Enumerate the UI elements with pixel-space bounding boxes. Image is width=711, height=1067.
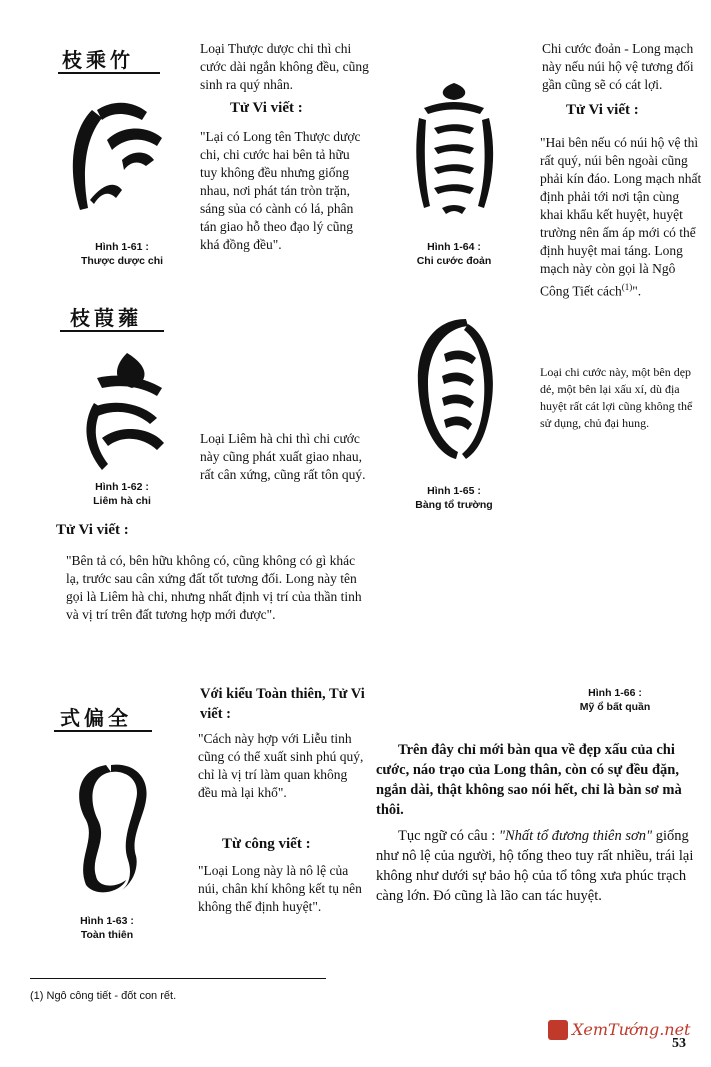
heading: Tử Vi viết : (566, 102, 639, 118)
caption-name: Bàng tổ trường (415, 499, 493, 511)
caption-fig66 (560, 686, 670, 714)
quote: "Cách này hợp với Liễu tinh cũng có thể xuất sinh phú quý, chỉ là vị trí làm quan không đều mà lại khổ". (198, 731, 364, 800)
page-number: 53 (672, 1036, 686, 1051)
caption-fig64 (394, 240, 514, 268)
paragraph: Loại Liêm hà chi thì chi cước này cũng phát xuất giao nhau, rất cân xứng, cũng rất tôn quý. (200, 431, 366, 482)
caption-number: Hình 1-66 : (588, 687, 642, 699)
caption-fig61 (62, 240, 182, 268)
caption-number: Hình 1-63 : (80, 915, 134, 927)
paragraph: Loại Thược dược chi thì chi cước dài ngắn không đều, cũng sinh ra quý nhân. (200, 41, 369, 92)
caption-name: Mỹ ổ bất quần (579, 701, 651, 713)
caption-fig63 (52, 914, 162, 942)
caption-name: Toàn thiên (80, 929, 134, 941)
heading: Tử Vi viết : (230, 100, 303, 116)
caption-number: Hình 1-65 : (427, 485, 481, 497)
footnote-divider (30, 978, 326, 979)
chinese-label-fig62: 枝葭蕹 (70, 306, 142, 330)
caption-number: Hình 1-61 : (95, 241, 149, 253)
caption-fig62 (62, 480, 182, 508)
caption-fig65 (392, 484, 516, 512)
figure-1-61 (62, 90, 182, 230)
divider (58, 72, 160, 74)
paragraph: Tục ngữ có câu : "Nhất tổ đương thiên sơn" giống như nô lệ của người, hộ tống theo tuy rất nhiều, trái lại không như dưới sự bảo hộ của tổ tông xưa phúc trạch càng lớn. Đó cũng là lão can tác huyệt. (376, 828, 694, 904)
paragraph: Chi cước đoản - Long mạch này nếu núi hộ vệ tương đối gần cũng sẽ có cát lợi. (542, 41, 694, 92)
chinese-label-fig61: 枝乘竹 (62, 48, 134, 72)
divider (54, 730, 152, 732)
quote: "Bên tả có, bên hữu không có, cũng không có gì khác lạ, trước sau cân xứng đất tốt tương đối. Long này tên gọi là Liêm hà chi, nhưng nhất định vị trí của thần tinh và vị trí trên đất tương hợp mới được". (66, 553, 362, 622)
quote: "Hai bên nếu có núi hộ vệ thì rất quý, núi bên ngoài cũng phải kín đáo. Long mạch nhất định phải tới nơi tận cùng khai khẩu kết huyệt, huyệt trường nên ấm áp mới có thể định huyệt mai táng. Long mạch này còn gọi là Ngô Công Tiết cách$^{(1)}$". (540, 135, 702, 299)
figure-1-63 (66, 760, 156, 900)
figure-1-65 (406, 314, 506, 464)
caption-number: Hình 1-62 : (95, 481, 149, 493)
heading: Với kiểu Toàn thiên, Tử Vi viết : (200, 686, 365, 722)
caption-name: Chi cước đoản (416, 255, 492, 267)
chinese-label-fig63: 式偏全 (60, 706, 132, 730)
figure-1-64 (404, 78, 504, 228)
footnote: (1) Ngô công tiết - đốt con rết. (30, 990, 177, 1002)
watermark: XemTướng.net (572, 1020, 691, 1039)
paragraph: Loại chi cước này, một bên dẹp dẻ, một bên lại xấu xí, dù địa huyệt rất cát lợi cũng không thể sử dụng, chủ đại hung. (540, 365, 693, 430)
quote: "Loại Long này là nô lệ của núi, chân khí không kết tụ nên không thể định huyệt". (198, 863, 362, 914)
heading: Tử Vi viết : (56, 522, 129, 538)
divider (60, 330, 164, 332)
figure-1-62 (72, 348, 182, 478)
caption-number: Hình 1-64 : (427, 241, 481, 253)
caption-name: Thược dược chi (80, 255, 164, 267)
heading: Từ công viết : (222, 836, 311, 852)
paragraph: Trên đây chỉ mới bàn qua về đẹp xấu của chi cước, náo trạo của Long thân, còn có sự đều đặn, ngắn dài, thật không sao nói hết, chỉ là bàn sơ mà thôi. (376, 742, 682, 818)
quote: "Lại có Long tên Thược dược chi, chi cước hai bên tả hữu tuy không đều nhưng giống nhau, nơi phát tán tròn trặn, sáng sủa có cành có lá, phân tán giao hỗ theo đạo lý cũng khá đồng đều". (200, 129, 361, 252)
yin-yang-icon (548, 1020, 568, 1040)
caption-name: Liêm hà chi (93, 495, 151, 507)
